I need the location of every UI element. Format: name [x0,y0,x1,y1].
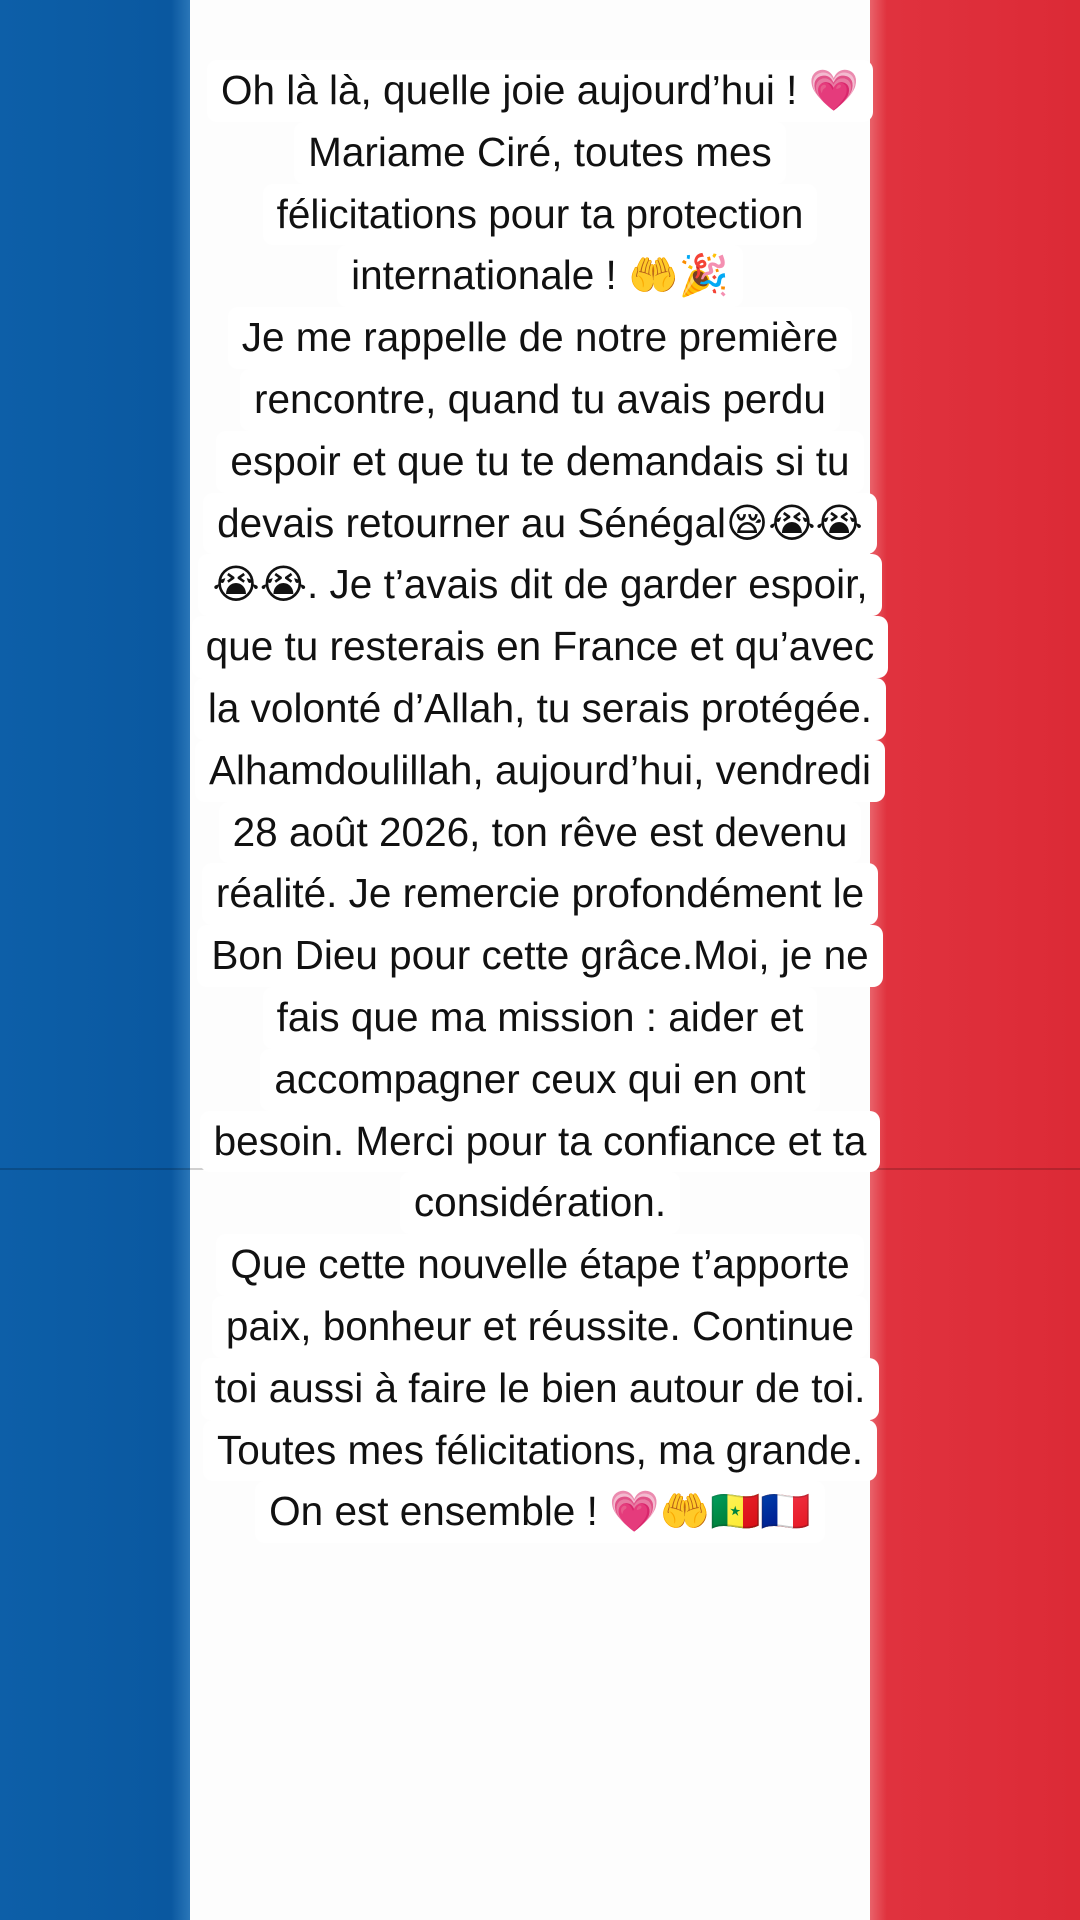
caption-line-18 [0,1111,1080,1173]
caption-text: Toutes mes félicitations, ma grande. [203,1420,877,1482]
caption-text: réalité. Je remercie profondément le [202,863,878,925]
caption-line-15 [0,925,1080,987]
caption-text: la volonté d’Allah, tu serais protégée. [194,678,886,740]
caption-text: fais que ma mission : aider et [263,987,818,1049]
caption-line-21 [0,1296,1080,1358]
caption-text: accompagner ceux qui en ont [260,1049,819,1111]
caption-text: Oh là là, quelle joie aujourd’hui ! 💗 [207,60,873,122]
caption-text: 😭😭. Je t’avais dit de garder espoir, [198,554,881,616]
caption-line-5 [0,307,1080,369]
caption-line-2 [0,122,1080,184]
caption-line-6 [0,369,1080,431]
caption-line-20 [0,1234,1080,1296]
caption-text: considération. [400,1172,680,1234]
caption-line-17 [0,1049,1080,1111]
caption-line-23 [0,1420,1080,1482]
caption-text: rencontre, quand tu avais perdu [240,369,840,431]
caption-text: Que cette nouvelle étape t’apporte [216,1234,863,1296]
caption-line-12 [0,740,1080,802]
caption-line-19 [0,1172,1080,1234]
caption-text: On est ensemble ! 💗🤲🇸🇳🇫🇷 [255,1481,825,1543]
caption-text: 28 août 2026, ton rêve est devenu [219,802,862,864]
caption-text-block [0,60,1080,1543]
caption-line-13 [0,802,1080,864]
caption-text: félicitations pour ta protection [263,184,818,246]
caption-line-11 [0,678,1080,740]
caption-text: paix, bonheur et réussite. Continue [212,1296,868,1358]
caption-line-24 [0,1481,1080,1543]
caption-line-4 [0,245,1080,307]
caption-line-14 [0,863,1080,925]
caption-text: internationale ! 🤲🎉 [337,245,743,307]
caption-text: Bon Dieu pour cette grâce.Moi, je ne [197,925,882,987]
caption-line-7 [0,431,1080,493]
caption-text: devais retourner au Sénégal😪😭😭 [203,493,877,555]
caption-line-16 [0,987,1080,1049]
caption-line-9 [0,554,1080,616]
caption-text: que tu resterais en France et qu’avec [192,616,889,678]
caption-text: toi aussi à faire le bien autour de toi. [201,1358,880,1420]
caption-text: besoin. Merci pour ta confiance et ta [200,1111,881,1173]
caption-text: espoir et que tu te demandais si tu [216,431,863,493]
caption-text: Alhamdoulillah, aujourd’hui, vendredi [195,740,885,802]
caption-line-22 [0,1358,1080,1420]
caption-text: Je me rappelle de notre première [228,307,853,369]
caption-line-1 [0,60,1080,122]
caption-text: Mariame Ciré, toutes mes [294,122,786,184]
caption-line-3 [0,184,1080,246]
caption-line-8 [0,493,1080,555]
caption-line-10 [0,616,1080,678]
